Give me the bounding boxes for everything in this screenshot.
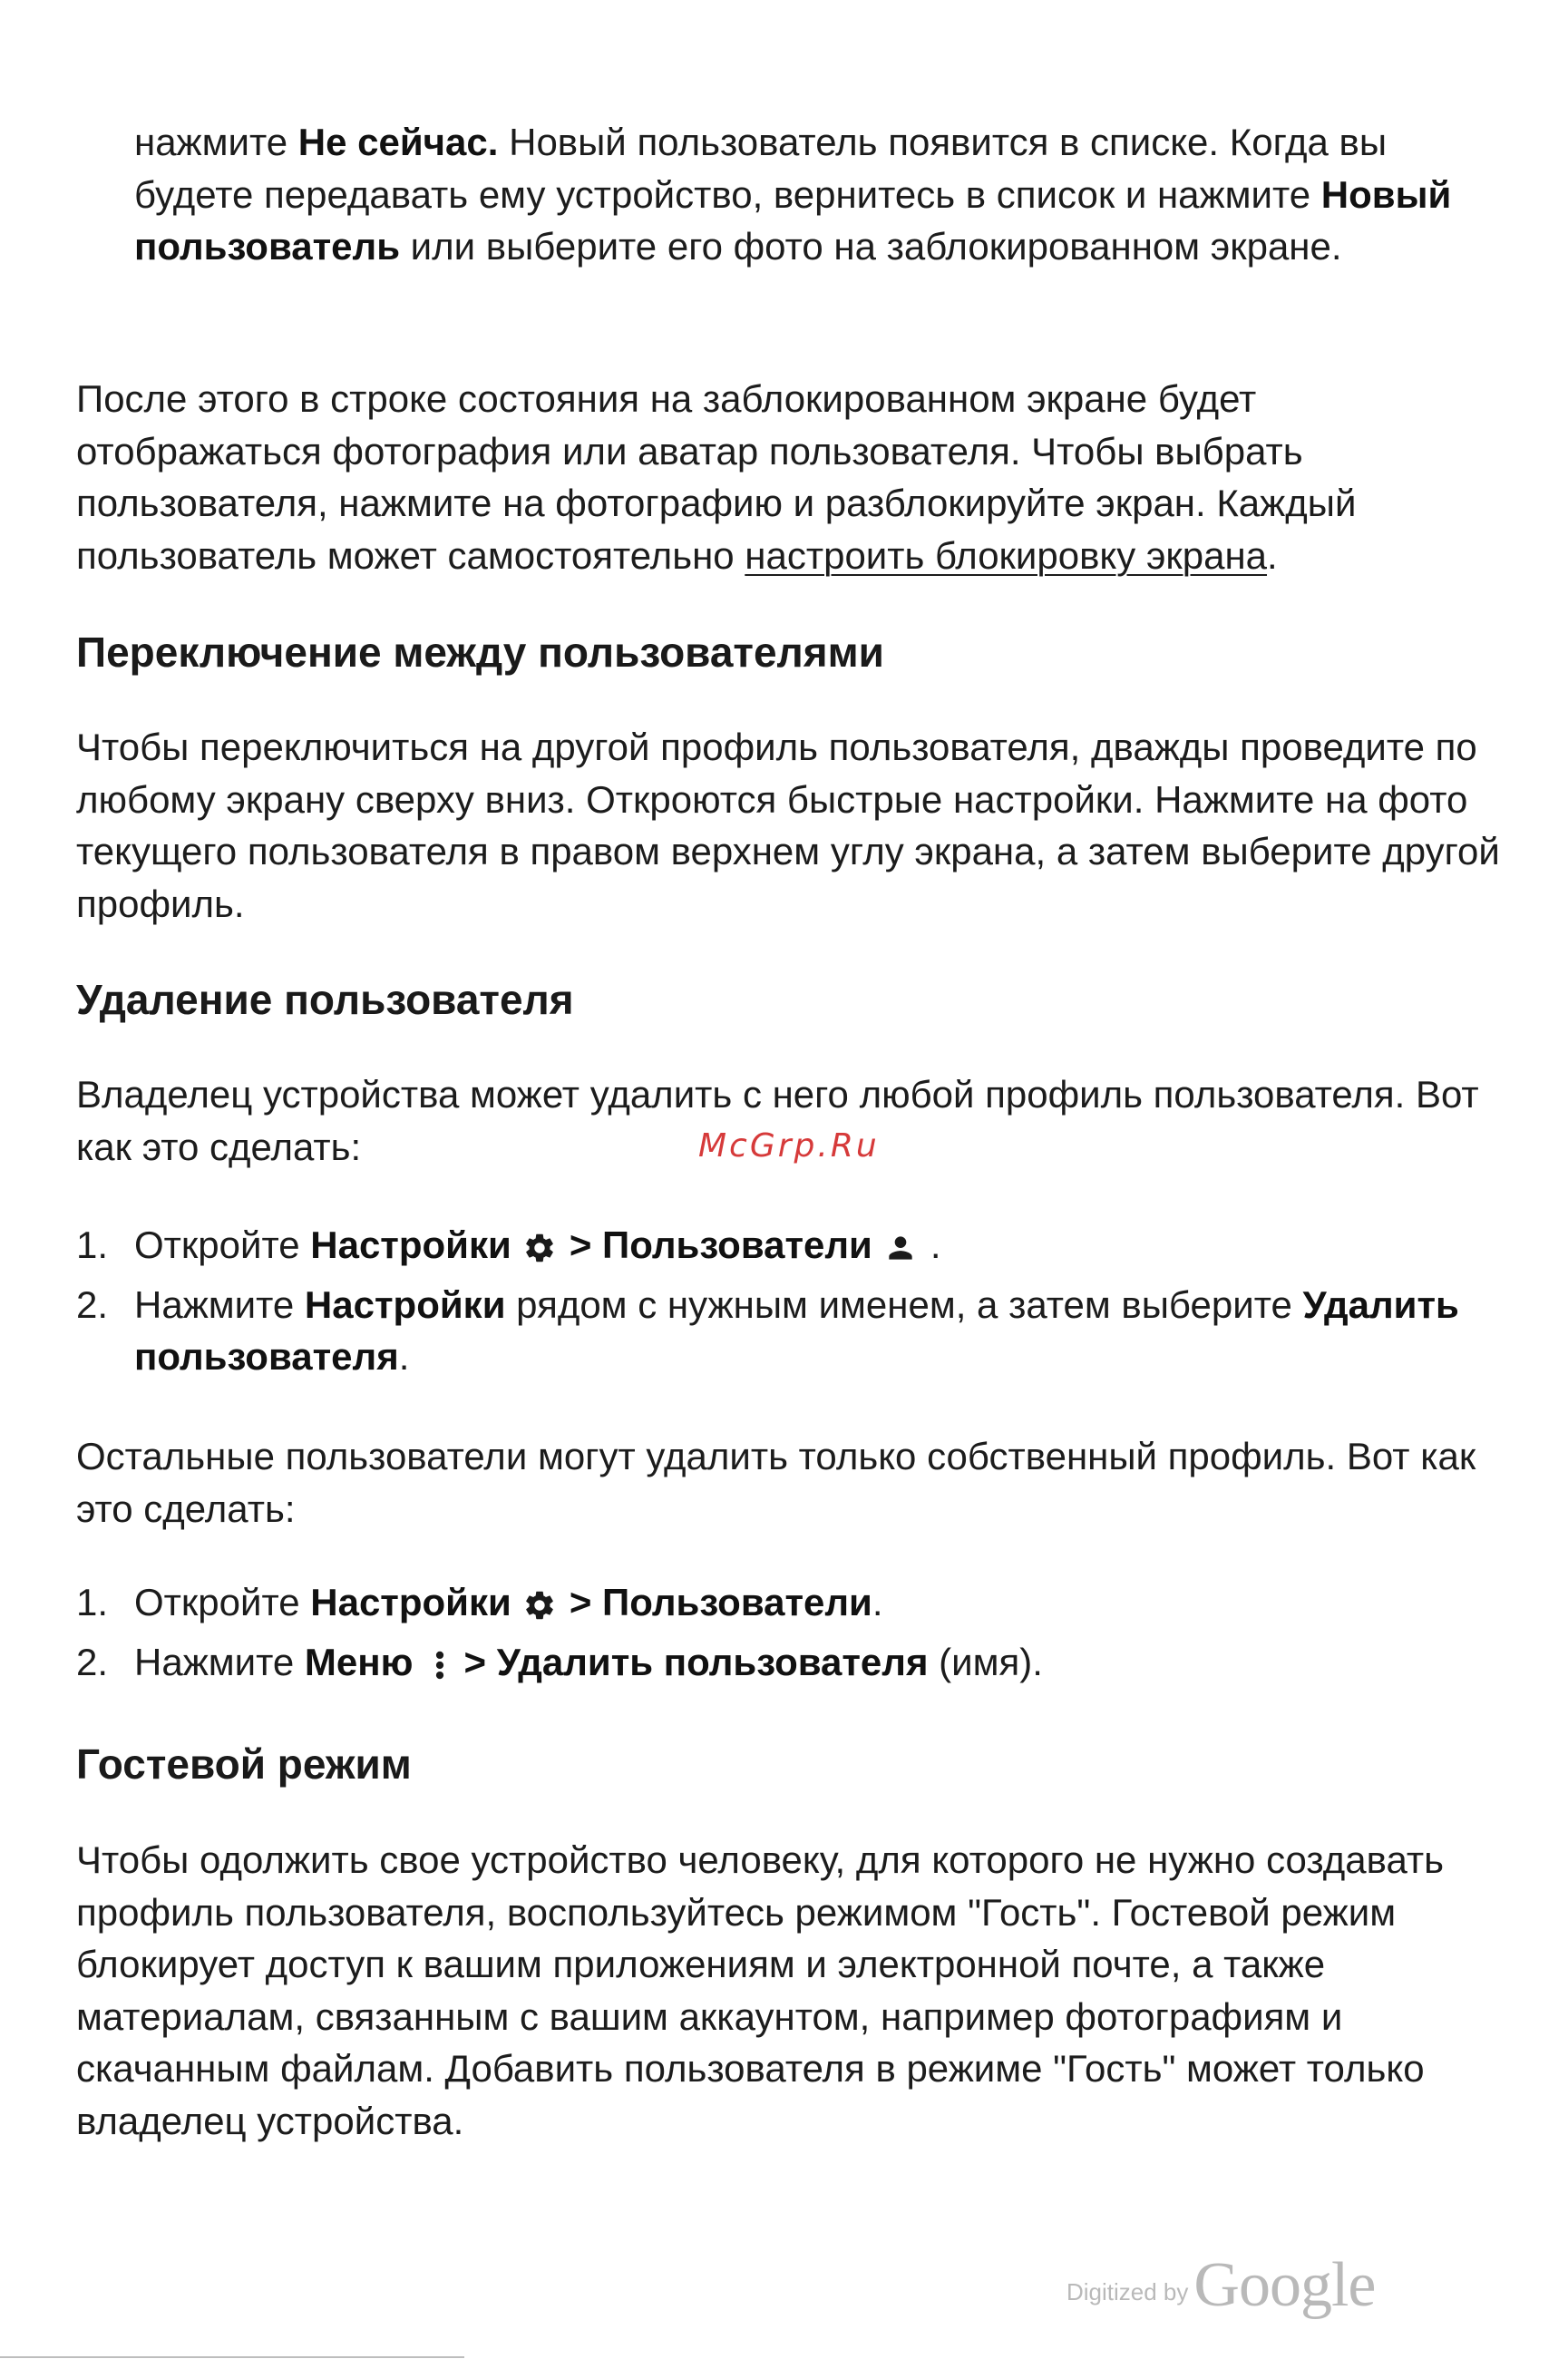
owner-delete-paragraph: Владелец устройства может удалить с него любой профиль пользователя. Вот как это сделать: [76,1073,1479,1168]
step-text: Нажмите [134,1282,305,1326]
step-text-end: . [872,1581,883,1623]
settings-label: Настройки [310,1581,511,1623]
digitized-by-google [1066,2249,1375,2322]
page-bottom-rule [0,2356,464,2358]
step-text-end: . [398,1335,410,1378]
delete-user-heading: Удаление пользователя [76,976,574,1023]
watermark: McGrp.Ru [698,1127,880,1165]
step-text-middle: рядом с нужным именем, а затем выберите [505,1282,1303,1326]
digitized-label: Digitized by [1066,2278,1189,2305]
lock-screen-text-end: . [1267,533,1278,577]
users-label: > Пользователи [569,1581,872,1623]
more-vert-icon [433,1643,446,1696]
list-item [76,1636,1509,1696]
lock-screen-text: После этого в строке состояния на заблокированном экране будет отображаться фотография или аватар пользователя. Чтобы выбрать пользователя, нажмите на фотографию и разблокируйте экран. Каждый пользователь может самостоятельно [76,377,1357,577]
gear-icon [522,1226,557,1279]
settings-label: Настройки [304,1282,506,1326]
step-text-end: . [930,1223,941,1266]
step-number: 2. [76,1640,109,1683]
google-logo: Google [1193,2250,1376,2320]
switch-users-heading: Переключение между пользователями [76,629,884,676]
list-item [76,1219,1509,1279]
step-number: 1. [76,1223,109,1266]
switch-users-paragraph: Чтобы переключиться на другой профиль пользователя, дважды проведите по любому экрану сверху вниз. Откроются быстрые настройки. Нажмите на фото текущего пользователя в правом верхнем углу экрана, а затем выберите другой профиль. [76,726,1500,925]
owner-delete-steps [76,1219,1509,1383]
delete-user-label: > Удалить пользователя [463,1640,929,1683]
others-delete-paragraph: Остальные пользователи могут удалить только собственный профиль. Вот как это сделать: [76,1435,1476,1530]
list-item [76,1279,1509,1383]
intro-paragraph [134,116,1513,273]
list-item [76,1576,1509,1636]
person-icon [883,1226,918,1279]
step-text: Нажмите [134,1640,305,1683]
menu-label: Меню [304,1640,414,1683]
step-text: Откройте [134,1223,311,1266]
step-number: 1. [76,1581,109,1623]
step-text-end: (имя). [928,1640,1043,1683]
intro-text-end: или выберите его фото на заблокированном экране. [400,225,1342,268]
gear-icon [522,1584,557,1636]
lock-screen-paragraph [76,373,1509,581]
guest-mode-paragraph: Чтобы одолжить свое устройство человеку, для которого не нужно создавать профиль пользователя, воспользуйтесь режимом "Гость". Гостевой режим блокирует доступ к вашим приложениям и электронной почте, а также материалам, связанным с вашим аккаунтом, например фотографиям и скачанным файлам. Добавить пользователя в режиме "Гость" может только владелец устройства. [76,1838,1445,2142]
intro-text-middle: Новый пользователь появится в списке. Когда вы будете передавать ему устройство, вернитесь в список и нажмите [134,121,1388,216]
step-number: 2. [76,1282,109,1326]
settings-label: Настройки [310,1223,511,1266]
delete-user-label: Удалить пользователя [134,1282,1459,1378]
others-delete-steps [76,1576,1509,1695]
users-label: > Пользователи [569,1223,872,1266]
lock-screen-setup-link[interactable]: настроить блокировку экрана [745,533,1268,577]
new-user-label: Новый пользователь [134,172,1452,268]
intro-text-start: нажмите [134,121,298,163]
step-text: Откройте [134,1581,311,1623]
not-now-label: Не сейчас. [297,121,499,163]
guest-mode-heading: Гостевой режим [76,1740,412,1788]
